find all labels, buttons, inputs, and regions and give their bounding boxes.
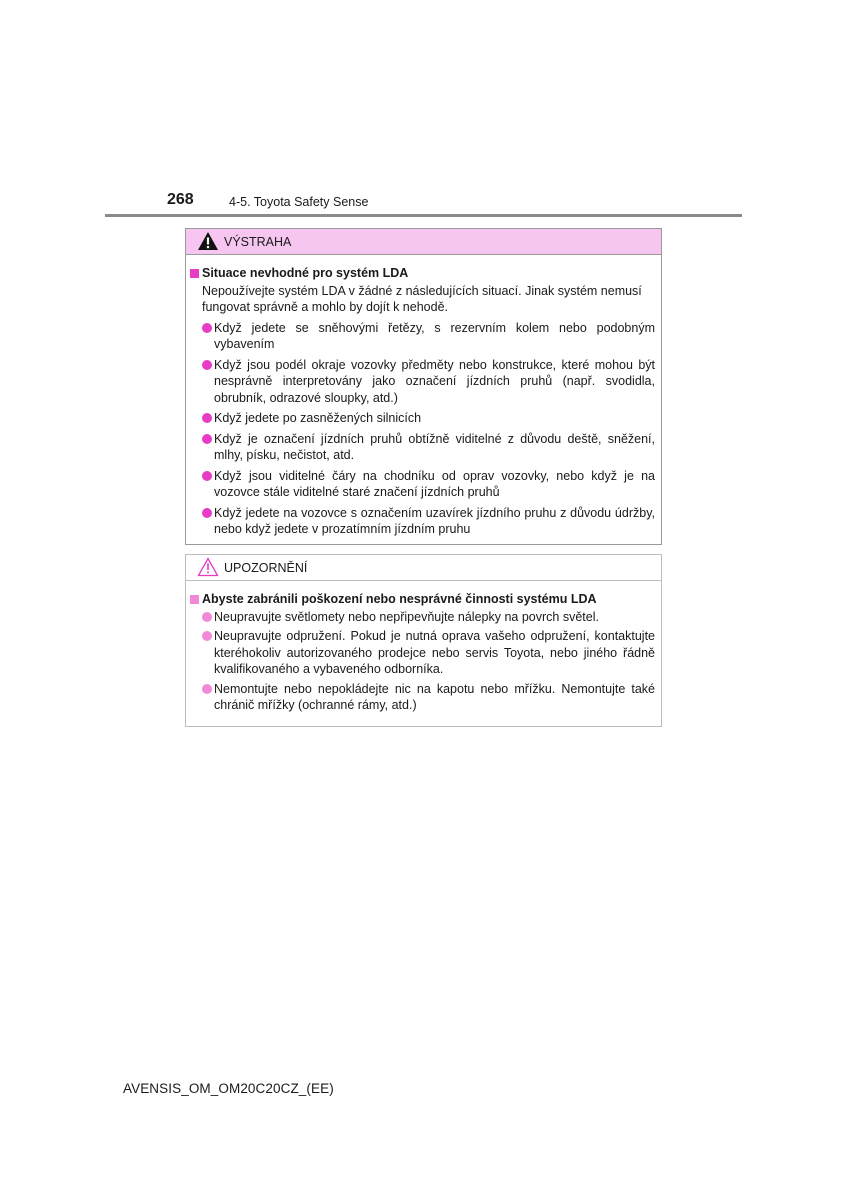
list-item-text: Když jedete po zasněžených silnicích [214, 411, 422, 425]
list-item [190, 357, 657, 407]
list-item-text: Když jsou podél okraje vozovky předměty nebo konstrukce, které mohou být nesprávně interpretovány jako označení jízdních pruhů (např. svodidla, obrubník, odrazové sloupky, atd.) [214, 357, 655, 405]
caution-subheading [190, 591, 657, 608]
caution-list [190, 609, 657, 714]
round-bullet-icon [202, 434, 212, 444]
page-header [105, 190, 742, 218]
list-item-text: Neupravujte odpružení. Pokud je nutná oprava vašeho odpružení, kontaktujte kteréhokoliv autorizovaného prodejce nebo servis Toyota, nebo jiného řádně kvalifikovaného a vybaveného odborníka. [214, 629, 655, 676]
list-item [190, 410, 657, 427]
warning-triangle-icon [197, 231, 219, 251]
page-number: 268 [167, 191, 194, 208]
list-item-text: Nemontujte nebo nepokládejte nic na kapotu nebo mřížku. Nemontujte také chránič mřížky (ochranné rámy, atd.) [214, 681, 655, 712]
caution-subheading-text: Abyste zabránili poškození nebo nesprávné činnosti systému LDA [202, 592, 597, 606]
square-bullet-icon [190, 269, 199, 278]
header-rule [105, 214, 742, 217]
round-bullet-icon [202, 508, 212, 518]
warning-label: VÝSTRAHA [224, 235, 292, 249]
round-bullet-icon [202, 413, 212, 423]
list-item [190, 681, 657, 714]
list-item [190, 628, 657, 678]
round-bullet-icon [202, 471, 212, 481]
list-item [190, 505, 657, 538]
caution-triangle-icon [197, 557, 219, 577]
list-item-text: Když je označení jízdních pruhů obtížně viditelné z důvodu deště, sněžení, mlhy, písku, nečistot, atd. [214, 431, 655, 462]
square-bullet-icon [190, 595, 199, 604]
list-item-text: Když jedete se sněhovými řetězy, s rezervním kolem nebo podobným vybavením [214, 320, 655, 351]
list-item-text: Když jsou viditelné čáry na chodníku od oprav vozovky, nebo když je na vozovce stále viditelné staré značení jízdních pruhů [214, 468, 655, 499]
list-item [190, 609, 657, 626]
round-bullet-icon [202, 631, 212, 641]
document-code: AVENSIS_OM_OM20C20CZ_(EE) [123, 1081, 334, 1096]
section-title: 4-5. Toyota Safety Sense [229, 195, 369, 209]
round-bullet-icon [202, 612, 212, 622]
caution-box [185, 554, 662, 727]
round-bullet-icon [202, 684, 212, 694]
caution-label: UPOZORNĚNÍ [224, 561, 308, 575]
warning-box [185, 228, 662, 545]
round-bullet-icon [202, 323, 212, 333]
round-bullet-icon [202, 360, 212, 370]
warning-subheading-text: Situace nevhodné pro systém LDA [202, 266, 409, 280]
warning-subheading [190, 265, 657, 282]
list-item [190, 431, 657, 464]
list-item-text: Když jedete na vozovce s označením uzavírek jízdního pruhu z důvodu údržby, nebo když jedete v prozatímním jízdním pruhu [214, 505, 655, 536]
caution-header [186, 555, 661, 581]
list-item-text: Neupravujte světlomety nebo nepřipevňujte nálepky na povrch světel. [214, 609, 599, 624]
warning-header [186, 229, 661, 255]
warning-intro: Nepoužívejte systém LDA v žádné z následujících situací. Jinak systém nemusí fungovat správně a mohlo by dojít k nehodě. [202, 283, 642, 314]
warning-list [190, 320, 657, 538]
list-item [190, 320, 657, 353]
list-item [190, 468, 657, 501]
